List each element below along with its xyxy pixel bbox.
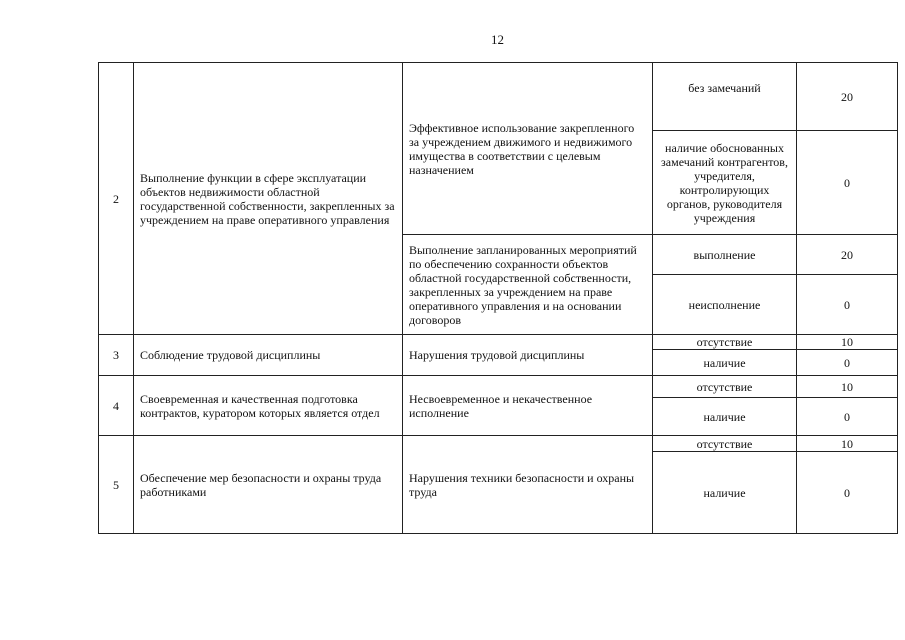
table-row — [99, 335, 898, 350]
criterion-cell: Своевременная и качественная подготовка контрактов, куратором которых является отдел — [134, 376, 403, 436]
condition-cell: наличие обоснованных замечаний контрагентов, учредителя, контролирующих органов, руководителя учреждения — [653, 131, 797, 235]
indicator-cell: Нарушения трудовой дисциплины — [403, 335, 653, 376]
table-row — [99, 376, 898, 398]
score-cell: 0 — [797, 131, 898, 235]
criterion-cell: Соблюдение трудовой дисциплины — [134, 335, 403, 376]
condition-cell: без замечаний — [653, 63, 797, 131]
score-cell: 0 — [797, 350, 898, 376]
condition-cell: выполнение — [653, 235, 797, 275]
row-number: 5 — [99, 436, 134, 534]
score-cell: 10 — [797, 335, 898, 350]
condition-cell: наличие — [653, 398, 797, 436]
score-cell: 20 — [797, 63, 898, 131]
page-number: 12 — [491, 32, 504, 47]
criterion-cell: Выполнение функции в сфере эксплуатации объектов недвижимости областной государственной собственности, закрепленных за учреждением на праве оперативного управления — [134, 63, 403, 335]
row-number: 4 — [99, 376, 134, 436]
table-row — [99, 436, 898, 452]
row-number: 2 — [99, 63, 134, 335]
row-number: 3 — [99, 335, 134, 376]
indicator-cell: Эффективное использование закрепленного за учреждением движимого и недвижимого имущества в соответствии с целевым назначением — [403, 63, 653, 235]
criteria-table — [98, 62, 898, 534]
criterion-cell: Обеспечение мер безопасности и охраны труда работниками — [134, 436, 403, 534]
score-cell: 10 — [797, 436, 898, 452]
condition-cell: наличие — [653, 452, 797, 534]
condition-cell: наличие — [653, 350, 797, 376]
condition-cell: отсутствие — [653, 376, 797, 398]
score-cell: 0 — [797, 452, 898, 534]
score-cell: 0 — [797, 275, 898, 335]
score-cell: 0 — [797, 398, 898, 436]
indicator-cell: Несвоевременное и некачественное исполнение — [403, 376, 653, 436]
condition-cell: неисполнение — [653, 275, 797, 335]
score-cell: 20 — [797, 235, 898, 275]
condition-cell: отсутствие — [653, 335, 797, 350]
condition-cell: отсутствие — [653, 436, 797, 452]
indicator-cell: Выполнение запланированных мероприятий по обеспечению сохранности объектов областной государственной собственности, закрепленных за учреждением на праве оперативного управления и на основании договоров — [403, 235, 653, 335]
table-row — [99, 63, 898, 131]
score-cell: 10 — [797, 376, 898, 398]
indicator-cell: Нарушения техники безопасности и охраны труда — [403, 436, 653, 534]
